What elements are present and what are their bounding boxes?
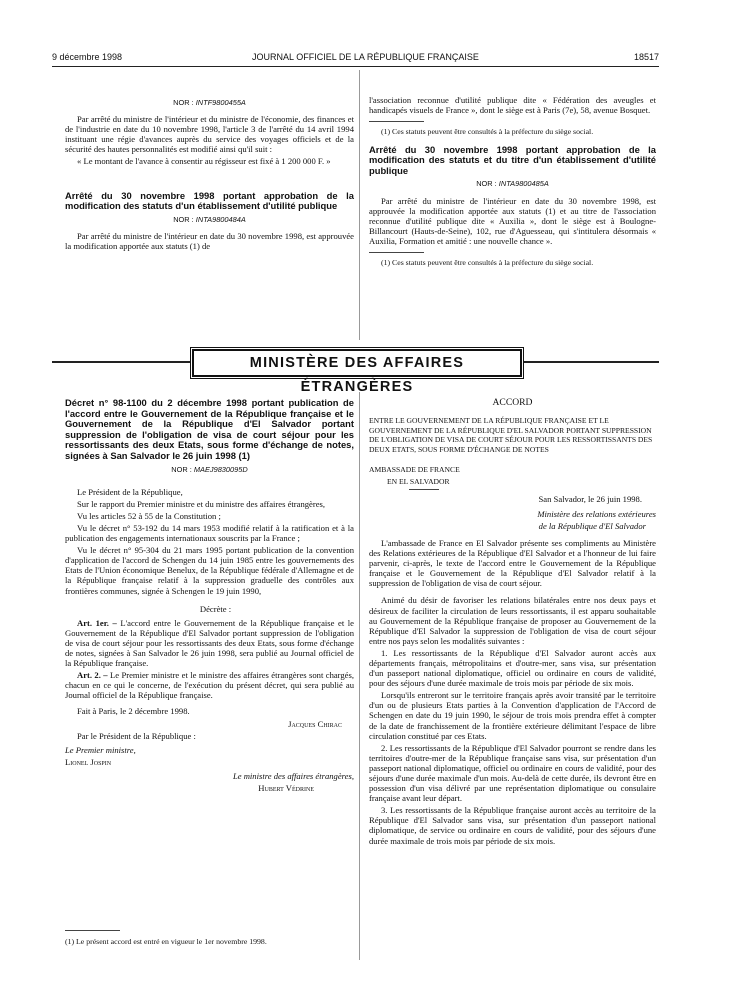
nor-reference-3: NOR : INTA9800485A — [476, 179, 549, 189]
ministry-banner — [192, 349, 522, 395]
signature-jospin: Lionel Jospin — [65, 756, 112, 767]
decree-vu-constitution: Vu les articles 52 à 55 de la Constitution ; — [77, 510, 221, 521]
column-divider-top — [359, 70, 360, 340]
nor-reference-decree: NOR : MAEJ9830095D — [171, 464, 248, 474]
right-top-column — [369, 95, 656, 270]
accord-subheading: ENTRE LE GOUVERNEMENT DE LA RÉPUBLIQUE FRANÇAISE ET LE GOUVERNEMENT DE LA RÉPUBLIQUE D'EL SALVADOR PORTANT SUPPRESSION DE L'OBLIGATION DE VISA DE COURT SÉJOUR POUR LES RESSORTISSANTS DES DEUX ETATS, SOUS FORME D'ÉCHANGE DE NOTES — [369, 416, 653, 454]
arrete-2-paragraph: Par arrêté du ministre de l'intérieur en date du 30 novembre 1998, est approuvée la modification apportée aux statuts (1) de — [65, 230, 354, 251]
addressee-line-1: Ministère des relations extérieures — [537, 508, 656, 519]
ambassade-rule — [409, 489, 439, 490]
accord-heading: ACCORD — [492, 397, 533, 408]
arrete-title-2: Arrêté du 30 novembre 1998 portant approbation de la modification des statuts d'un établissement d'utilité publique — [65, 189, 354, 212]
decree-decrete: Décrète : — [199, 603, 232, 614]
arrete-regie-paragraph: Par arrêté du ministre de l'intérieur et du ministre de l'économie, des finances et de l'industrie en date du 10 novembre 1998, l'article 3 de l'arrêté du 14 avril 1994 instituant une régie d'avances auprès du service des voyages officiels et de la sécurité des hautes personnalités est modifié ainsi qu'il suit : — [65, 114, 354, 155]
ambassade-line-1: AMBASSADE DE FRANCE — [369, 465, 460, 475]
header-journal-title: JOURNAL OFFICIEL DE LA RÉPUBLIQUE FRANÇAISE — [252, 52, 479, 62]
decree-column — [65, 398, 354, 795]
header-date: 9 décembre 1998 — [52, 52, 123, 62]
decree-title: Décret n° 98-1100 du 2 décembre 1998 portant publication de l'accord entre le Gouvernement de la République française et le Gouvernement de la République d'El Salvador portant suppression de l'obligation de visa de court séjour pour les ressortissants des deux Etats, sous forme d'échange de notes, signées à San Salvador le 26 juin 1998 (1) — [65, 397, 354, 461]
column-divider-bottom — [359, 392, 360, 960]
decree-article-1: Art. 1er. – L'accord entre le Gouvernement de la République française et le Gouvernement de la République d'El Salvador portant suppression de l'obligation de visa de court séjour pour les ressortissants des deux Etats, sous forme d'échange de notes, signées à San Salvador le 26 juin 1998, sera publié au Journal officiel de la République française. — [65, 617, 354, 669]
accord-paragraph-3: 1. Les ressortissants de la République d'El Salvador auront accès aux départements français, métropolitains et d'outre-mer, sans visa, sur présentation d'un passeport national diplomatique, officiel ou ordinaire en cours de validité, pour des séjours d'une durée maximale de trois mois par période de six mois. — [369, 647, 656, 689]
header-page-number: 18517 — [633, 52, 659, 62]
footnote-statuts-1: (1) Ces statuts peuvent être consultés à la préfecture du siège social. — [381, 127, 594, 137]
ambassade-line-2: EN EL SALVADOR — [387, 477, 450, 487]
accord-column — [369, 398, 656, 848]
premier-ministre-title: Le Premier ministre, — [65, 744, 136, 755]
accord-paragraph-5: 2. Les ressortissants de la République d'El Salvador pourront se rendre dans les territoires d'outre-mer de la République française sans visa, sur présentation d'un passeport national diplomatique, officiel ou ordinaire en cours de validité, pour des séjours d'une durée maximale d'un mois. Au-delà de cette durée, ils devront être en possession d'un visa délivré par une représentation diplomatique ou consulaire française avant leur départ. — [369, 742, 656, 804]
signature-chirac: Jacques Chirac — [288, 718, 342, 729]
decree-article-2: Art. 2. – Le Premier ministre et le ministre des affaires étrangères sont chargés, chacun en ce qui le concerne, de l'exécution du présent décret, qui sera publié au Journal officiel de la République française. — [65, 670, 354, 701]
footnote-rule-2 — [369, 252, 424, 253]
auxilia-paragraph: Par arrêté du ministre de l'intérieur en date du 30 novembre 1998, est approuvée la modification apportée aux statuts (1) et au titre de l'association reconnue d'utilité publique dite « Auxilia », dont le siège est à Boulogne-Billancourt (Hauts-de-Seine), 102, rue d'Aguesseau, qui s'intitulera désormais « Auxilia, Formation et amitié : une nouvelle chance ». — [369, 195, 656, 246]
mae-title: Le ministre des affaires étrangères, — [232, 770, 354, 781]
accord-paragraph-2: Animé du désir de favoriser les relations bilatérales entre nos deux pays et désireux de faciliter la circulation de leurs ressortissants, il est apparu souhaitable au Gouvernement de la République française de proposer au Gouvernement de la République d'El Salvador la suppression de l'obligation de visa de court séjour entre nos pays selon les modalités suivantes : — [369, 595, 656, 646]
arrete-title-3: Arrêté du 30 novembre 1998 portant approbation de la modification des statuts et du titre d'un établissement d'utilité publique — [369, 143, 656, 176]
nor-reference-2: NOR : INTA9800484A — [173, 214, 246, 224]
decree-vu-1995: Vu le décret n° 95-304 du 21 mars 1995 portant publication de la convention d'application de l'accord de Schengen du 14 juin 1985 entre les gouvernements des Etats de l'Union économique Benelux, de la République fédérale d'Allemagne et de la République française relatif à la suppression graduelle des contrôles aux frontières communes, signée à Schengen le 19 juin 1990, — [65, 545, 354, 596]
decree-vu-1953: Vu le décret n° 53-192 du 14 mars 1953 modifié relatif à la ratification et à la publication des engagements internationaux souscrits par la France ; — [65, 522, 354, 544]
federation-paragraph: l'association reconnue d'utilité publique dite « Fédération des aveugles et handicapés visuels de France », dont le siège est à Paris (7e), 58, avenue Bosquet. — [369, 95, 656, 116]
ministry-title: MINISTÈRE DES AFFAIRES ÉTRANGÈRES — [249, 355, 465, 395]
decree-rapport: Sur le rapport du Premier ministre et du ministre des affaires étrangères, — [77, 498, 326, 509]
accord-place-date: San Salvador, le 26 juin 1998. — [538, 493, 642, 504]
accord-paragraph-1: L'ambassade de France en El Salvador présente ses compliments au Ministère des Relations extérieures de la République d'El Salvador et a l'honneur de lui faire parvenir, ci-après, le texte de l'accord entre le Gouvernement de la République française et le Gouvernement de la République d'El Salvador relatif à la suppression de l'obligation de visa de court séjour. — [369, 537, 656, 589]
footnote-statuts-2: (1) Ces statuts peuvent être consultés à la préfecture du siège social. — [381, 258, 594, 268]
decree-president: Le Président de la République, — [77, 486, 183, 497]
footnote-rule-decree — [65, 930, 120, 931]
footnote-rule-1 — [369, 121, 424, 122]
signature-vedrine: Hubert Védrine — [258, 783, 314, 793]
addressee-line-2: de la République d'El Salvador — [538, 520, 646, 531]
nor-reference-1: NOR : INTF9800455A — [173, 98, 246, 107]
left-top-column — [65, 95, 354, 253]
arrete-montant-paragraph: « Le montant de l'avance à consentir au régisseur est fixé à 1 200 000 F. » — [77, 156, 331, 167]
footnote-entry-into-force: (1) Le présent accord est entré en vigueur le 1er novembre 1998. — [65, 937, 267, 946]
par-le-president: Par le Président de la République : — [77, 730, 196, 741]
accord-paragraph-6: 3. Les ressortissants de la République française auront accès au territoire de la République d'El Salvador sans visa, sur présentation d'un passeport national diplomatique, de service ou ordinaire en cours de validité, pour des séjours d'une durée maximale de trois mois par période de six mois. — [369, 805, 656, 846]
decree-fait: Fait à Paris, le 2 décembre 1998. — [77, 706, 190, 717]
accord-paragraph-4: Lorsqu'ils entreront sur le territoire français après avoir transité par le territoire d'un ou de plusieurs Etats parties à la Convention d'application de l'Accord de Schengen en date du 19 juin 1990, le séjour de trois mois prendra effet à compter de la date de franchissement de la frontière extérieure délimitant l'espace de libre circulation constitué par ces Etats. — [369, 690, 656, 741]
header-rule — [52, 66, 659, 67]
